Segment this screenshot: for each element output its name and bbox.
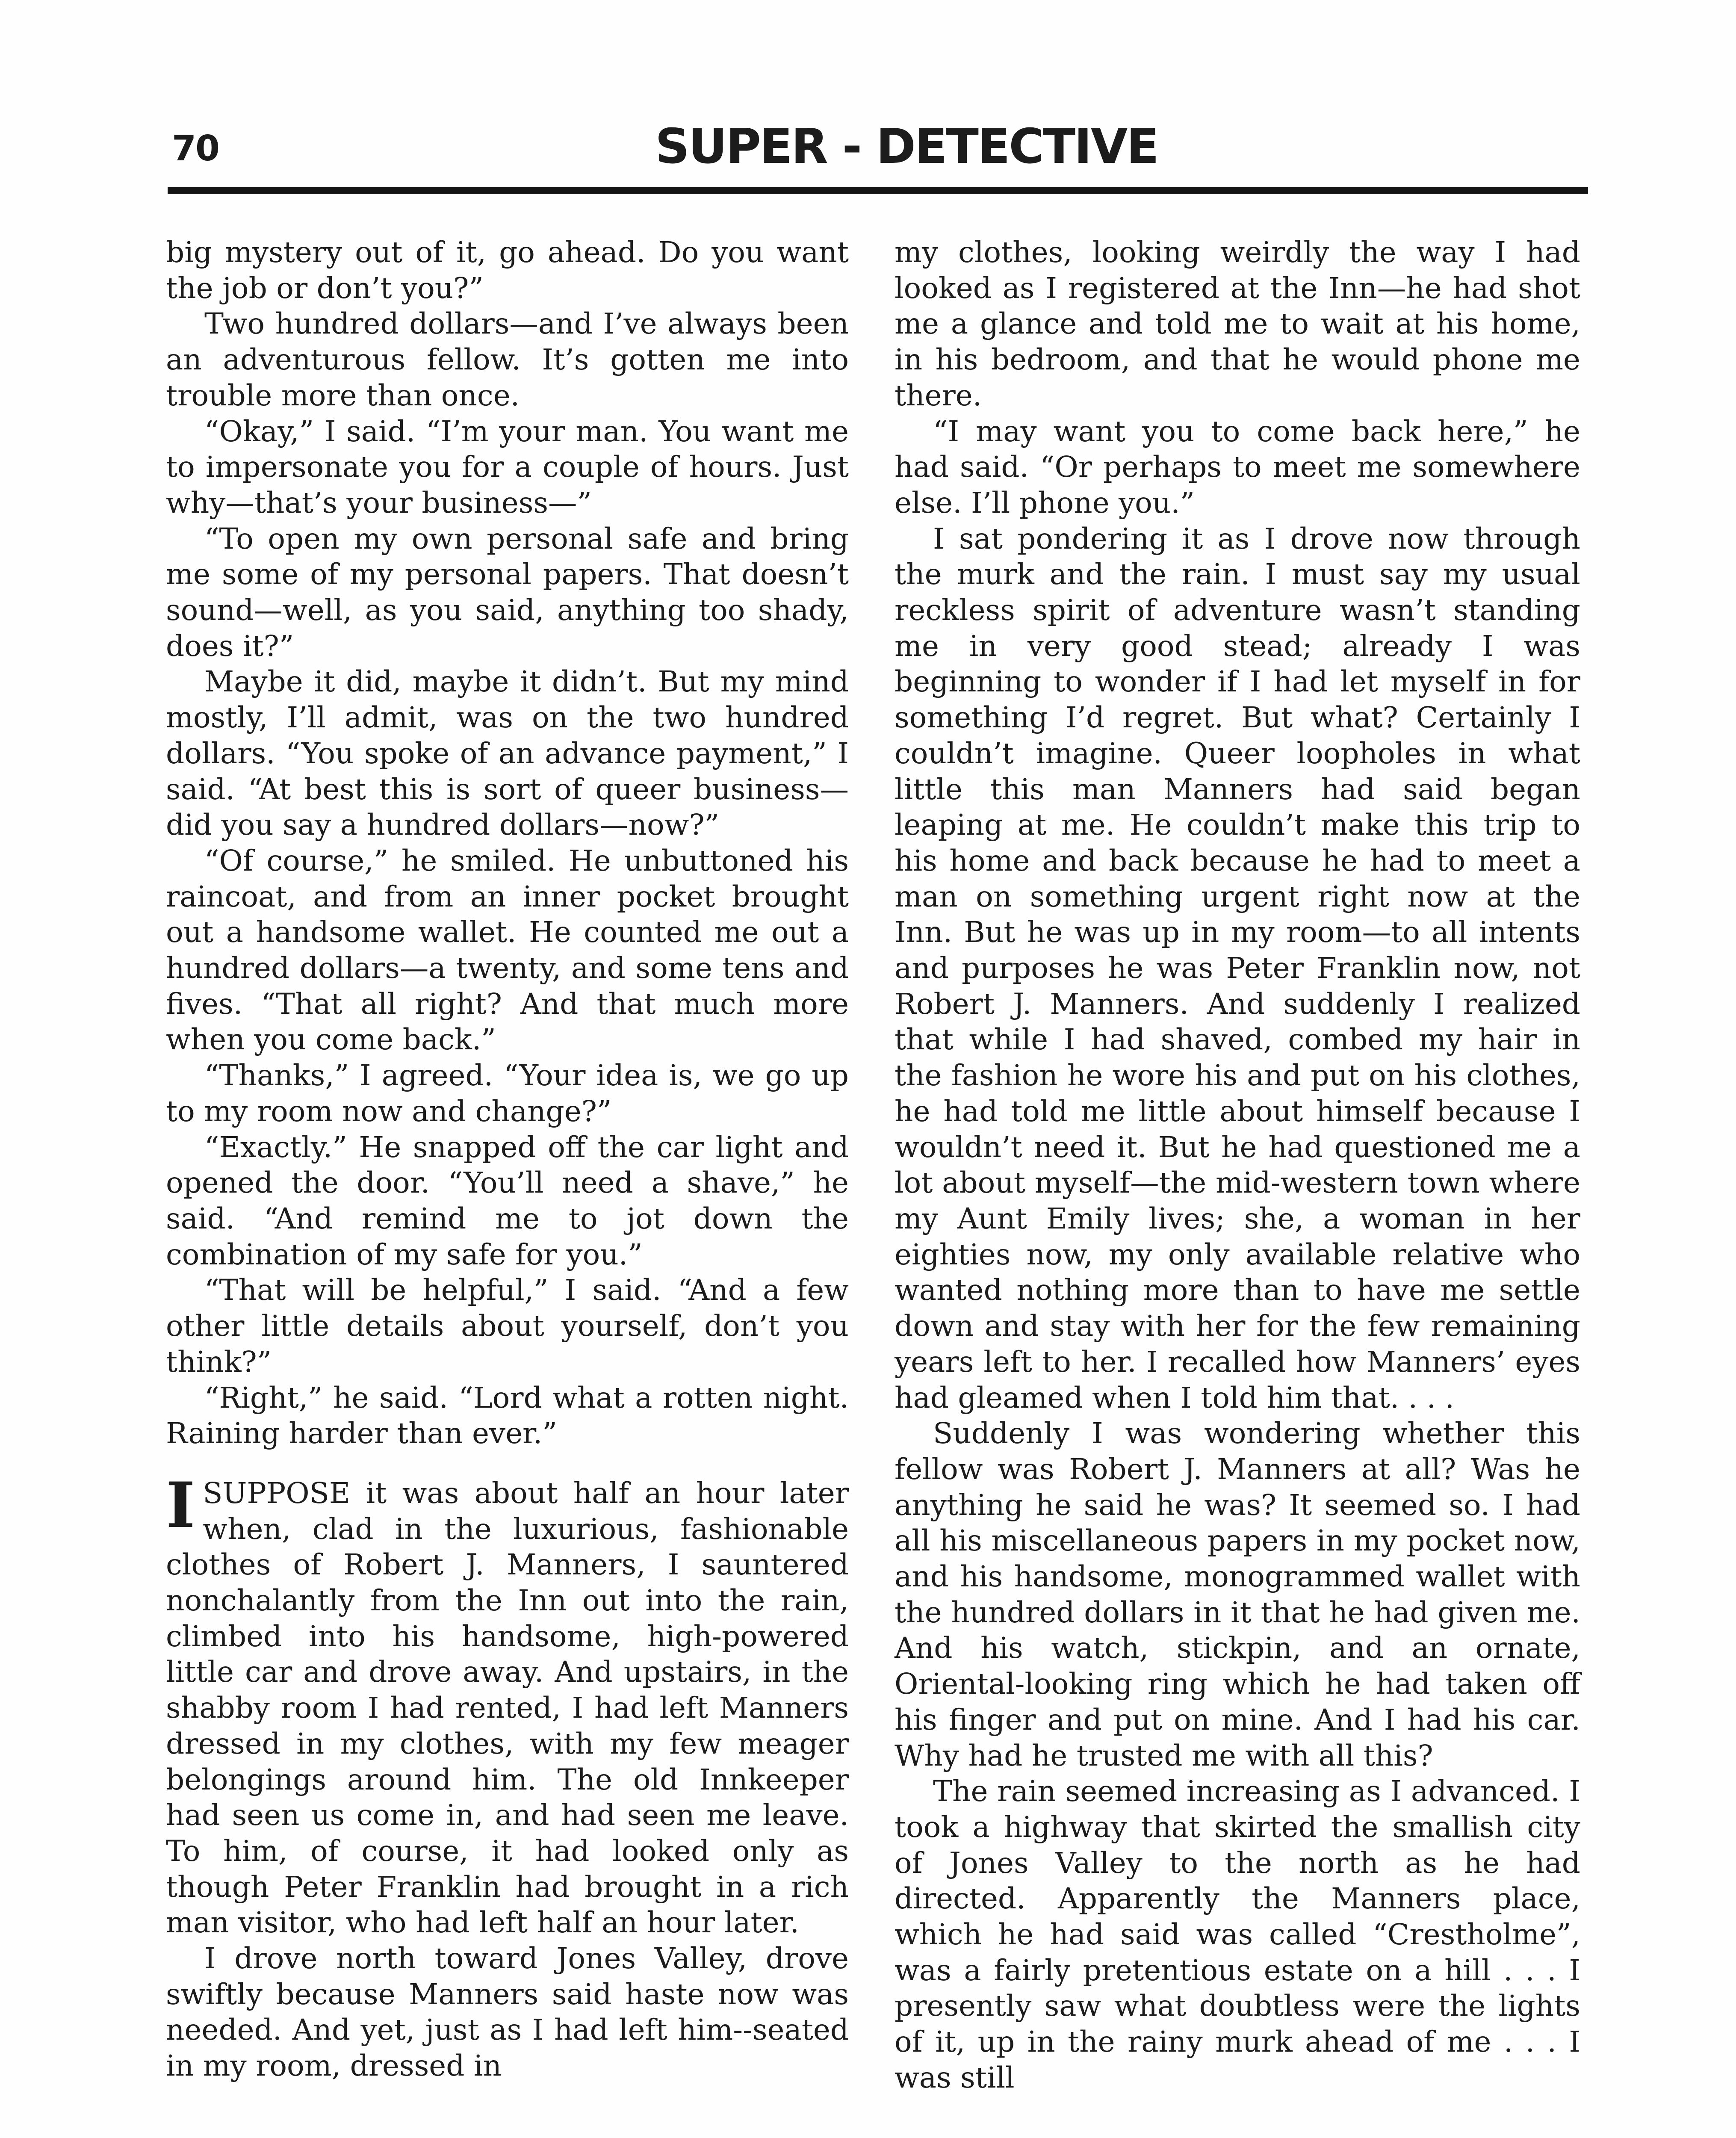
paragraph: Two hundred dollars—and I’ve always been an adventurous fellow. It’s gotten me into trouble more than once. bbox=[166, 307, 849, 412]
magazine-title: SUPER - DETECTIVE bbox=[655, 119, 1158, 174]
paragraph: “Exactly.” He snapped off the car light and opened the door. “You’ll need a shave,” he said. “And remind me to jot down the combination of my safe for you.” bbox=[166, 1130, 849, 1271]
paragraph: big mystery out of it, go ahead. Do you want the job or don’t you?” bbox=[166, 235, 849, 305]
header-rule bbox=[168, 187, 1588, 194]
paragraph: Suddenly I was wondering whether this fellow was Robert J. Manners at all? Was he anything he said he was? It seemed so. I had all his miscellaneous papers in my pocket now, and his handsome, monogrammed wallet with the hundred dollars in it that he had given me. And his watch, stickpin, and an ornate, Oriental-looking ring which he had taken off his finger and put on mine. And I had his car. Why had he trusted me with all this? bbox=[895, 1416, 1580, 1772]
right-column bbox=[895, 234, 1580, 2096]
section-opening-paragraph bbox=[166, 1468, 849, 1940]
paragraph: “Right,” he said. “Lord what a rotten night. Raining harder than ever.” bbox=[166, 1380, 849, 1450]
paragraph: “Okay,” I said. “I’m your man. You want me to impersonate you for a couple of hours. Just why—that’s your business—” bbox=[166, 414, 849, 520]
section-paragraph-text: SUPPOSE it was about half an hour later when, clad in the luxurious, fashionable clothes of Robert J. Manners, I sauntered nonchalantly from the Inn out into the rain, climbed into his handsome, high-powered little car and drove away. And upstairs, in the shabby room I had rented, I had left Manners dressed in my clothes, with my few meager belongings around him. The old Innkeeper had seen us come in, and had seen me leave. To him, of course, it had looked only as though Peter Franklin had brought in a rich man visitor, who had left half an hour later. bbox=[166, 1476, 849, 1940]
left-column bbox=[166, 234, 849, 2084]
paragraph: “Of course,” he smiled. He unbuttoned his raincoat, and from an inner pocket brought out a handsome wallet. He counted me out a hundred dollars—a twenty, and some tens and fives. “That all right? And that much more when you come back.” bbox=[166, 843, 849, 1057]
paragraph: The rain seemed increasing as I advanced. I took a highway that skirted the smallish city of Jones Valley to the north as he had directed. Apparently the Manners place, which he had said was called “Crestholme”, was a fairly pretentious estate on a hill . . . I presently saw what doubtless were the lights of it, up in the rainy murk ahead of me . . . I was still bbox=[895, 1774, 1580, 2094]
paragraph: “To open my own personal safe and bring me some of my personal papers. That doesn’t sound—well, as you said, anything too shady, does it?” bbox=[166, 521, 849, 663]
paragraph: Maybe it did, maybe it didn’t. But my mind mostly, I’ll admit, was on the two hundred dollars. “You spoke of an advance payment,” I said. “At best this is sort of queer business—did you say a hundred dollars—now?” bbox=[166, 664, 849, 842]
drop-cap: I bbox=[166, 1468, 195, 1542]
paragraph: “Thanks,” I agreed. “Your idea is, we go up to my room now and change?” bbox=[166, 1058, 849, 1128]
paragraph: I sat pondering it as I drove now through the murk and the rain. I must say my usual reckless spirit of adventure wasn’t standing me in very good stead; already I was beginning to wonder if I had let myself in for something I’d regret. But what? Certainly I couldn’t imagine. Queer loopholes in what little this man Manners had said began leaping at me. He couldn’t make this trip to his home and back because he had to meet a man on something urgent right now at the Inn. But he was up in my room—to all intents and purposes he was Peter Franklin now, not Robert J. Manners. And suddenly I realized that while I had shaved, combed my hair in the fashion he wore his and put on his clothes, he had told me little about himself because I wouldn’t need it. But he had questioned me a lot about myself—the mid-western town where my Aunt Emily lives; she, a woman in her eighties now, my only available relative who wanted nothing more than to have me settle down and stay with her for the few remaining years left to her. I recalled how Manners’ eyes had gleamed when I told him that. . . . bbox=[895, 521, 1580, 1415]
paragraph: I drove north toward Jones Valley, drove swiftly because Manners said haste now was needed. And yet, just as I had left him--seated in my room, dressed in bbox=[166, 1941, 849, 2083]
page-number: 70 bbox=[172, 128, 219, 169]
paragraph: my clothes, looking weirdly the way I had looked as I registered at the Inn—he had shot me a glance and told me to wait at his home, in his bedroom, and that he would phone me there. bbox=[895, 235, 1580, 412]
paragraph: “That will be helpful,” I said. “And a few other little details about yourself, don’t you think?” bbox=[166, 1273, 849, 1379]
paragraph: “I may want you to come back here,” he had said. “Or perhaps to meet me somewhere else. I’ll phone you.” bbox=[895, 414, 1580, 520]
